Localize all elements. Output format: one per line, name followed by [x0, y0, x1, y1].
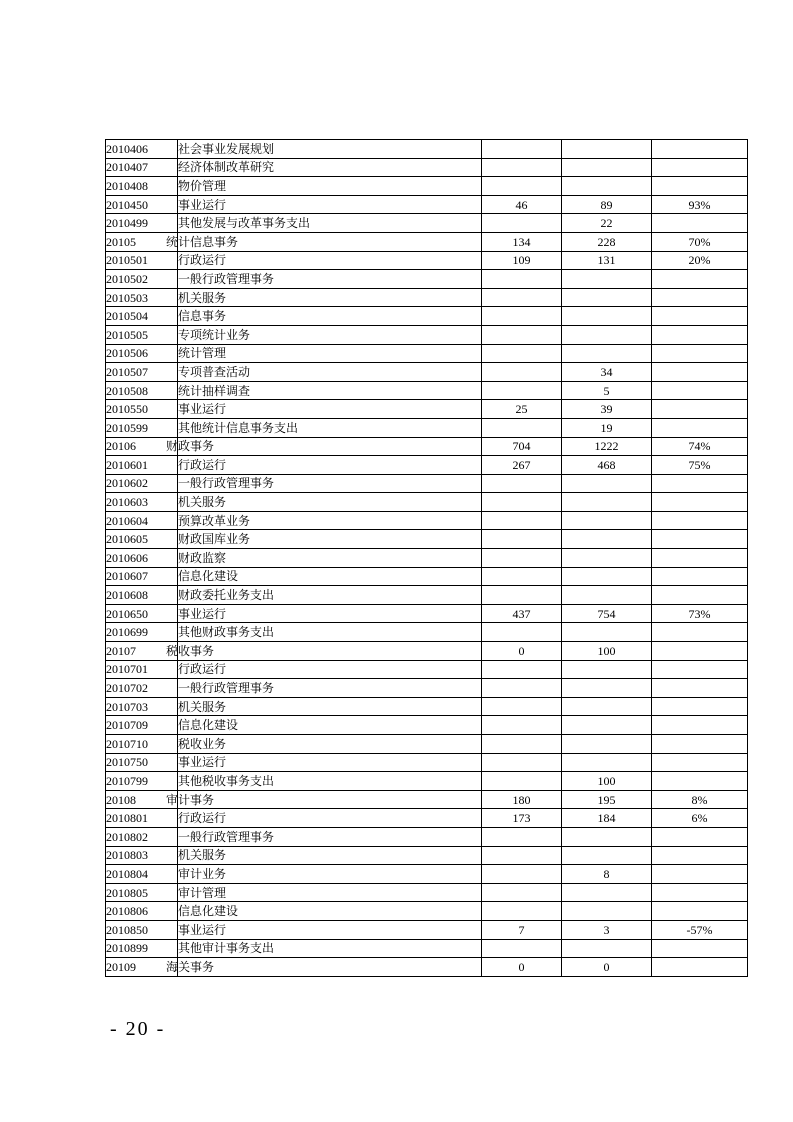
table-row — [106, 140, 748, 159]
subject-code-cell: 2010750 — [106, 753, 178, 772]
subject-name-cell: 事业运行 — [178, 400, 482, 419]
prior-amount-cell — [482, 697, 562, 716]
table-row — [106, 437, 748, 456]
table-row — [106, 251, 748, 270]
subject-code-cell: 2010506 — [106, 344, 178, 363]
prior-amount-cell — [482, 827, 562, 846]
current-amount-cell — [562, 902, 652, 921]
subject-name-cell: 社会事业发展规划 — [178, 140, 482, 159]
change-percent-cell — [652, 827, 748, 846]
subject-name-cell: 事业运行 — [178, 920, 482, 939]
table-row — [106, 679, 748, 698]
subject-code-cell: 2010607 — [106, 567, 178, 586]
current-amount-cell: 0 — [562, 958, 652, 977]
change-percent-cell — [652, 511, 748, 530]
subject-name-cell: 预算改革业务 — [178, 511, 482, 530]
current-amount-cell — [562, 883, 652, 902]
change-percent-cell: 93% — [652, 195, 748, 214]
table-row — [106, 456, 748, 475]
prior-amount-cell — [482, 846, 562, 865]
subject-code-cell: 2010608 — [106, 586, 178, 605]
subject-code-cell: 2010703 — [106, 697, 178, 716]
subject-code-cell: 2010599 — [106, 418, 178, 437]
change-percent-cell: -57% — [652, 920, 748, 939]
prior-amount-cell — [482, 753, 562, 772]
table-row — [106, 697, 748, 716]
prior-amount-cell — [482, 344, 562, 363]
subject-name-cell: 审计管理 — [178, 883, 482, 902]
prior-amount-cell — [482, 177, 562, 196]
change-percent-cell — [652, 140, 748, 159]
change-percent-cell — [652, 567, 748, 586]
prior-amount-cell — [482, 214, 562, 233]
prior-amount-cell — [482, 883, 562, 902]
prior-amount-cell — [482, 567, 562, 586]
subject-code-cell: 2010801 — [106, 809, 178, 828]
table-row — [106, 846, 748, 865]
subject-name-cell: 财政委托业务支出 — [178, 586, 482, 605]
prior-amount-cell — [482, 511, 562, 530]
subject-name-cell: 财政监察 — [178, 549, 482, 568]
table-row — [106, 920, 748, 939]
prior-amount-cell: 25 — [482, 400, 562, 419]
current-amount-cell — [562, 177, 652, 196]
subject-code-cell: 20107 — [106, 642, 178, 661]
subject-code-cell: 2010602 — [106, 474, 178, 493]
table-row — [106, 883, 748, 902]
subject-code-cell: 2010550 — [106, 400, 178, 419]
subject-name-cell: 机关服务 — [178, 846, 482, 865]
current-amount-cell — [562, 288, 652, 307]
prior-amount-cell — [482, 902, 562, 921]
prior-amount-cell: 173 — [482, 809, 562, 828]
table-row — [106, 549, 748, 568]
table-row — [106, 400, 748, 419]
subject-name-cell: 一般行政管理事务 — [178, 679, 482, 698]
table-row — [106, 716, 748, 735]
subject-code-cell: 20109 — [106, 958, 178, 977]
prior-amount-cell — [482, 493, 562, 512]
subject-code-cell: 2010508 — [106, 381, 178, 400]
change-percent-cell — [652, 642, 748, 661]
subject-code-cell: 2010803 — [106, 846, 178, 865]
table-row — [106, 418, 748, 437]
prior-amount-cell — [482, 586, 562, 605]
prior-amount-cell — [482, 381, 562, 400]
current-amount-cell — [562, 270, 652, 289]
current-amount-cell — [562, 697, 652, 716]
subject-name-cell: 信息化建设 — [178, 902, 482, 921]
table-row — [106, 567, 748, 586]
change-percent-cell — [652, 530, 748, 549]
current-amount-cell — [562, 325, 652, 344]
change-percent-cell — [652, 270, 748, 289]
table-row — [106, 158, 748, 177]
table-row — [106, 735, 748, 754]
current-amount-cell: 100 — [562, 642, 652, 661]
change-percent-cell — [652, 214, 748, 233]
subject-name-cell: 一般行政管理事务 — [178, 270, 482, 289]
prior-amount-cell — [482, 140, 562, 159]
change-percent-cell — [652, 586, 748, 605]
change-percent-cell — [652, 344, 748, 363]
subject-code-cell: 2010899 — [106, 939, 178, 958]
subject-name-cell: 行政运行 — [178, 660, 482, 679]
current-amount-cell: 754 — [562, 604, 652, 623]
current-amount-cell — [562, 549, 652, 568]
table-row — [106, 642, 748, 661]
page-number: - 20 - — [110, 1018, 166, 1040]
change-percent-cell — [652, 865, 748, 884]
table-row — [106, 270, 748, 289]
subject-name-cell: 专项统计业务 — [178, 325, 482, 344]
prior-amount-cell — [482, 158, 562, 177]
subject-name-cell: 事业运行 — [178, 195, 482, 214]
current-amount-cell: 1222 — [562, 437, 652, 456]
subject-code-cell: 2010710 — [106, 735, 178, 754]
current-amount-cell: 100 — [562, 772, 652, 791]
prior-amount-cell: 134 — [482, 232, 562, 251]
current-amount-cell: 468 — [562, 456, 652, 475]
prior-amount-cell — [482, 623, 562, 642]
subject-name-cell: 其他统计信息事务支出 — [178, 418, 482, 437]
change-percent-cell — [652, 753, 748, 772]
table-row — [106, 623, 748, 642]
subject-code-cell: 2010502 — [106, 270, 178, 289]
subject-name-cell: 机关服务 — [178, 697, 482, 716]
subject-code-cell: 20106 — [106, 437, 178, 456]
subject-code-cell: 2010605 — [106, 530, 178, 549]
prior-amount-cell — [482, 363, 562, 382]
current-amount-cell — [562, 493, 652, 512]
current-amount-cell — [562, 474, 652, 493]
table-row — [106, 958, 748, 977]
subject-code-cell: 2010606 — [106, 549, 178, 568]
subject-name-cell: 事业运行 — [178, 604, 482, 623]
prior-amount-cell — [482, 679, 562, 698]
prior-amount-cell — [482, 474, 562, 493]
subject-name-cell: 经济体制改革研究 — [178, 158, 482, 177]
subject-code-cell: 2010802 — [106, 827, 178, 846]
table-row — [106, 381, 748, 400]
prior-amount-cell — [482, 939, 562, 958]
subject-code-cell: 2010504 — [106, 307, 178, 326]
subject-code-cell: 2010699 — [106, 623, 178, 642]
subject-code-cell: 20108 — [106, 790, 178, 809]
change-percent-cell — [652, 958, 748, 977]
table-row — [106, 493, 748, 512]
current-amount-cell: 195 — [562, 790, 652, 809]
budget-table — [105, 139, 748, 977]
subject-code-cell: 2010805 — [106, 883, 178, 902]
prior-amount-cell — [482, 325, 562, 344]
change-percent-cell — [652, 623, 748, 642]
prior-amount-cell — [482, 530, 562, 549]
table-row — [106, 865, 748, 884]
prior-amount-cell: 0 — [482, 642, 562, 661]
prior-amount-cell: 46 — [482, 195, 562, 214]
table-row — [106, 753, 748, 772]
subject-code-cell: 2010701 — [106, 660, 178, 679]
change-percent-cell — [652, 418, 748, 437]
subject-name-cell: 其他发展与改革事务支出 — [178, 214, 482, 233]
table-row — [106, 530, 748, 549]
current-amount-cell: 89 — [562, 195, 652, 214]
subject-code-cell: 2010406 — [106, 140, 178, 159]
current-amount-cell — [562, 530, 652, 549]
prior-amount-cell: 7 — [482, 920, 562, 939]
current-amount-cell — [562, 846, 652, 865]
change-percent-cell — [652, 288, 748, 307]
current-amount-cell — [562, 586, 652, 605]
current-amount-cell: 22 — [562, 214, 652, 233]
table-row — [106, 586, 748, 605]
subject-name-cell: 信息化建设 — [178, 567, 482, 586]
prior-amount-cell — [482, 418, 562, 437]
change-percent-cell — [652, 716, 748, 735]
subject-code-cell: 2010499 — [106, 214, 178, 233]
change-percent-cell — [652, 735, 748, 754]
change-percent-cell — [652, 177, 748, 196]
prior-amount-cell — [482, 716, 562, 735]
table-row — [106, 790, 748, 809]
change-percent-cell — [652, 493, 748, 512]
subject-code-cell: 2010601 — [106, 456, 178, 475]
prior-amount-cell — [482, 772, 562, 791]
change-percent-cell — [652, 883, 748, 902]
subject-name-cell: 物价管理 — [178, 177, 482, 196]
current-amount-cell: 184 — [562, 809, 652, 828]
current-amount-cell — [562, 735, 652, 754]
table-row — [106, 232, 748, 251]
table-row — [106, 604, 748, 623]
table-row — [106, 288, 748, 307]
current-amount-cell — [562, 344, 652, 363]
current-amount-cell — [562, 140, 652, 159]
change-percent-cell: 74% — [652, 437, 748, 456]
subject-code-cell: 2010501 — [106, 251, 178, 270]
table-row — [106, 809, 748, 828]
prior-amount-cell — [482, 307, 562, 326]
current-amount-cell — [562, 753, 652, 772]
subject-code-cell: 2010650 — [106, 604, 178, 623]
subject-name-cell: 财政事务 — [178, 437, 482, 456]
current-amount-cell: 3 — [562, 920, 652, 939]
subject-name-cell: 海关事务 — [178, 958, 482, 977]
subject-code-cell: 2010503 — [106, 288, 178, 307]
table-row — [106, 325, 748, 344]
table-row — [106, 214, 748, 233]
current-amount-cell: 39 — [562, 400, 652, 419]
change-percent-cell — [652, 549, 748, 568]
table-row — [106, 363, 748, 382]
subject-code-cell: 2010804 — [106, 865, 178, 884]
table-row — [106, 177, 748, 196]
prior-amount-cell — [482, 660, 562, 679]
current-amount-cell — [562, 939, 652, 958]
table-row — [106, 939, 748, 958]
subject-name-cell: 信息事务 — [178, 307, 482, 326]
subject-name-cell: 审计业务 — [178, 865, 482, 884]
subject-name-cell: 事业运行 — [178, 753, 482, 772]
subject-name-cell: 税收业务 — [178, 735, 482, 754]
change-percent-cell: 20% — [652, 251, 748, 270]
subject-name-cell: 统计抽样调查 — [178, 381, 482, 400]
change-percent-cell — [652, 772, 748, 791]
subject-code-cell: 2010408 — [106, 177, 178, 196]
change-percent-cell — [652, 679, 748, 698]
current-amount-cell: 34 — [562, 363, 652, 382]
table-row — [106, 474, 748, 493]
subject-code-cell: 2010407 — [106, 158, 178, 177]
change-percent-cell: 6% — [652, 809, 748, 828]
table-row — [106, 902, 748, 921]
change-percent-cell — [652, 939, 748, 958]
change-percent-cell — [652, 660, 748, 679]
current-amount-cell — [562, 567, 652, 586]
current-amount-cell — [562, 623, 652, 642]
change-percent-cell: 70% — [652, 232, 748, 251]
current-amount-cell: 19 — [562, 418, 652, 437]
current-amount-cell — [562, 307, 652, 326]
subject-name-cell: 专项普查活动 — [178, 363, 482, 382]
change-percent-cell — [652, 846, 748, 865]
current-amount-cell: 131 — [562, 251, 652, 270]
change-percent-cell: 8% — [652, 790, 748, 809]
change-percent-cell — [652, 363, 748, 382]
subject-code-cell: 20105 — [106, 232, 178, 251]
current-amount-cell — [562, 827, 652, 846]
subject-name-cell: 其他财政事务支出 — [178, 623, 482, 642]
table-body — [106, 140, 748, 977]
prior-amount-cell — [482, 865, 562, 884]
current-amount-cell: 5 — [562, 381, 652, 400]
change-percent-cell — [652, 381, 748, 400]
change-percent-cell — [652, 474, 748, 493]
subject-name-cell: 其他税收事务支出 — [178, 772, 482, 791]
change-percent-cell — [652, 158, 748, 177]
current-amount-cell: 228 — [562, 232, 652, 251]
subject-name-cell: 行政运行 — [178, 456, 482, 475]
subject-name-cell: 信息化建设 — [178, 716, 482, 735]
subject-name-cell: 机关服务 — [178, 288, 482, 307]
subject-code-cell: 2010806 — [106, 902, 178, 921]
current-amount-cell: 8 — [562, 865, 652, 884]
subject-name-cell: 行政运行 — [178, 251, 482, 270]
subject-code-cell: 2010709 — [106, 716, 178, 735]
table-row — [106, 511, 748, 530]
subject-code-cell: 2010603 — [106, 493, 178, 512]
subject-code-cell: 2010850 — [106, 920, 178, 939]
subject-code-cell: 2010604 — [106, 511, 178, 530]
prior-amount-cell: 437 — [482, 604, 562, 623]
prior-amount-cell: 0 — [482, 958, 562, 977]
subject-name-cell: 统计管理 — [178, 344, 482, 363]
table-row — [106, 827, 748, 846]
prior-amount-cell — [482, 270, 562, 289]
prior-amount-cell — [482, 549, 562, 568]
subject-name-cell: 财政国库业务 — [178, 530, 482, 549]
change-percent-cell — [652, 902, 748, 921]
subject-name-cell: 审计事务 — [178, 790, 482, 809]
subject-name-cell: 一般行政管理事务 — [178, 827, 482, 846]
current-amount-cell — [562, 660, 652, 679]
change-percent-cell — [652, 400, 748, 419]
subject-code-cell: 2010450 — [106, 195, 178, 214]
current-amount-cell — [562, 679, 652, 698]
change-percent-cell — [652, 307, 748, 326]
current-amount-cell — [562, 716, 652, 735]
current-amount-cell — [562, 158, 652, 177]
prior-amount-cell: 704 — [482, 437, 562, 456]
prior-amount-cell — [482, 735, 562, 754]
change-percent-cell: 73% — [652, 604, 748, 623]
prior-amount-cell: 267 — [482, 456, 562, 475]
change-percent-cell — [652, 697, 748, 716]
subject-name-cell: 税收事务 — [178, 642, 482, 661]
change-percent-cell — [652, 325, 748, 344]
prior-amount-cell — [482, 288, 562, 307]
table-row — [106, 195, 748, 214]
table-row — [106, 660, 748, 679]
prior-amount-cell: 180 — [482, 790, 562, 809]
subject-name-cell: 统计信息事务 — [178, 232, 482, 251]
prior-amount-cell: 109 — [482, 251, 562, 270]
current-amount-cell — [562, 511, 652, 530]
subject-code-cell: 2010799 — [106, 772, 178, 791]
table-row — [106, 344, 748, 363]
subject-code-cell: 2010505 — [106, 325, 178, 344]
table-row — [106, 307, 748, 326]
subject-name-cell: 其他审计事务支出 — [178, 939, 482, 958]
subject-code-cell: 2010702 — [106, 679, 178, 698]
subject-code-cell: 2010507 — [106, 363, 178, 382]
change-percent-cell: 75% — [652, 456, 748, 475]
subject-name-cell: 一般行政管理事务 — [178, 474, 482, 493]
table-row — [106, 772, 748, 791]
subject-name-cell: 机关服务 — [178, 493, 482, 512]
subject-name-cell: 行政运行 — [178, 809, 482, 828]
